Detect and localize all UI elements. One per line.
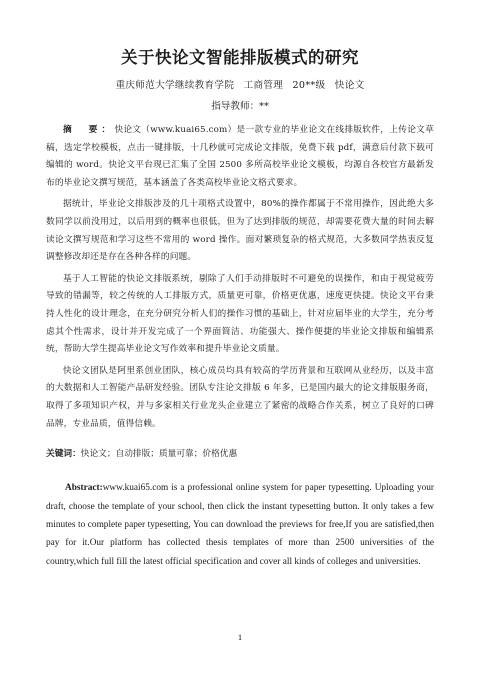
abstract-paragraph-3: 基于人工智能的快论文排版系统，剔除了人们手动排版时不可避免的误操作，和由于视觉疲劳导致的错漏等，较之传统的人工排版方式，质量更可靠，价格更优惠，速度更快捷。快论文平台秉持人性化的设计理念，在充分研究分析人们的操作习惯的基础上，针对应届毕业的大学生，充分考虑其个性需求，设计并开发完成了一个界面简洁、功能强大、操作便捷的毕业论文排版和编辑系统，帮助大学生提高毕业论文写作效率和提升毕业论文质量。: [46, 273, 434, 355]
page-title: 关于快论文智能排版模式的研究: [121, 48, 359, 67]
abstract-paragraph-2: 据统计，毕业论文排版涉及的几十项格式设置中，80%的操作都属于不常用操作，因此绝大多数同学以前没用过，以后用到的概率也很低，但为了达到排版的规范，却需要花费大量的时间去解读论文撰写规范和学习这些不常用的 word 操作。面对繁琐复杂的格式规范，大多数同学热衷反复调整修改却还是存在各种各样的问题。: [46, 199, 434, 263]
advisor-line: 指导教师：**: [211, 101, 269, 112]
major-name: 工商管理: [243, 80, 284, 91]
page-number: 1: [238, 633, 242, 642]
keywords-text: 快论文；自动排版；质量可靠；价格优惠: [80, 449, 238, 460]
abstract-text-1: 快论文（www.kuai65.com）是一款专业的毕业论文在线排版软件，上传论文草稿，选定学校模板，点击一键排版，十几秒就可完成论文排版，免费下载 pdf，满意后付款下载可编辑的 word。快论文平台现已汇集了全国 2500 多所高校毕业论文模板，均源自各校官方最新发布的毕业论文撰写规范，基本涵盖了各类高校毕业论文格式要求。: [46, 125, 435, 188]
keywords-label: 关键词：: [46, 449, 81, 460]
grade-label: 20**级: [292, 80, 326, 91]
abstract-paragraph-4: 快论文团队是阿里系创业团队，核心成员均具有较高的学历背景和互联网从业经历，以及丰富的大数据和人工智能产品研发经验。团队专注论文排版 6 年多，已是国内最大的论文排版服务商，取得了多项知识产权，并与多家相关行业龙头企业建立了紧密的战略合作关系，树立了良好的口碑品牌，专业品质，值得信赖。: [46, 365, 434, 429]
keywords-line: [46, 447, 434, 459]
author-info-line: [46, 77, 434, 91]
abstract-paragraph-1: [46, 122, 434, 192]
english-abstract-label: Abstract:: [65, 483, 103, 494]
english-abstract: [46, 479, 434, 571]
english-abstract-text: www.kuai65.com is a professional online system for paper typesetting. Uploading your draft, choose the template of your school, then click the instant typesetting button. It only takes a few minutes to complete paper typesetting, You can download the previews for free,If you are satisfied,then pay for it.Our platform has collected thesis templates of more than 2500 universities of the country,which full fill the latest official specification and cover all kinds of colleges and universities.: [46, 483, 434, 567]
author-name: 快论文: [334, 80, 365, 91]
abstract-label: 摘 要：: [63, 125, 115, 135]
school-name: 重庆师范大学继续教育学院: [115, 80, 235, 91]
